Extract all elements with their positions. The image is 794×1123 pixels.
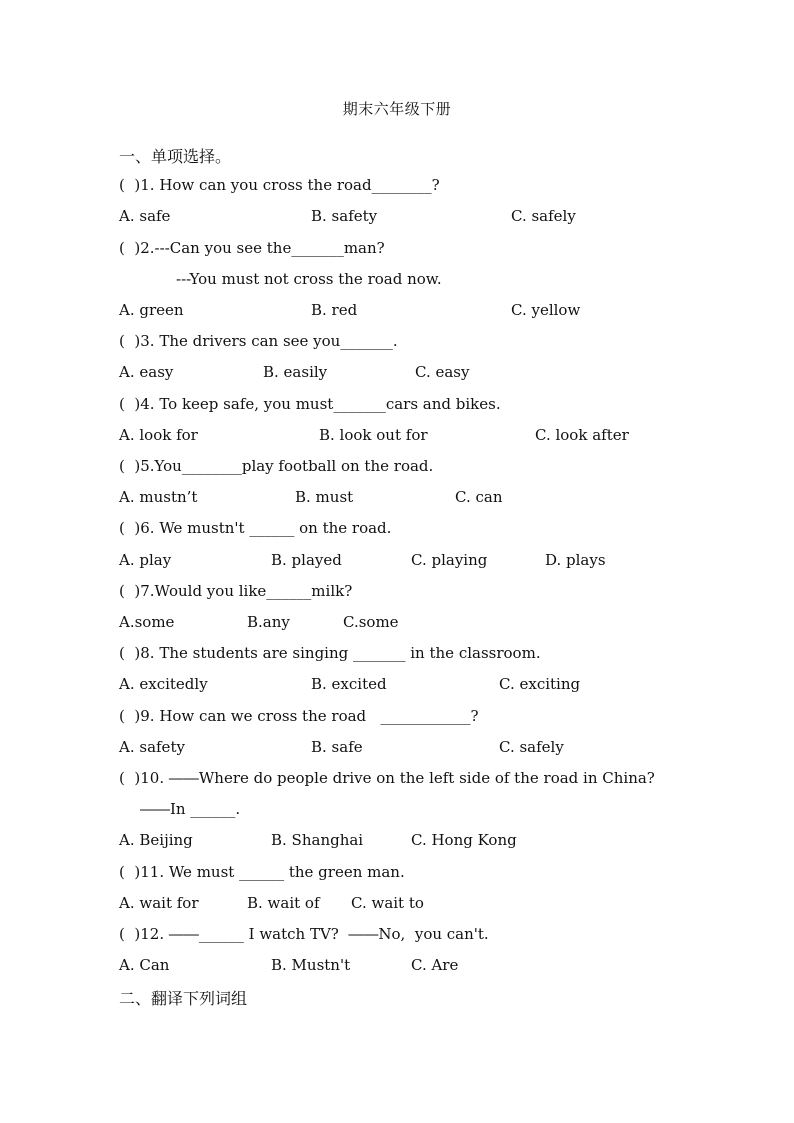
option-c: C. wait to	[351, 894, 424, 912]
option-c: C. Hong Kong	[411, 831, 517, 849]
question-stem: ( )8. The students are singing _______ in the classroom.	[119, 644, 541, 662]
question-stem: ( )5.You________play football on the road.	[119, 457, 434, 475]
section-heading-translation: 二、翻译下列词组	[119, 989, 248, 1008]
option-d: D. plays	[545, 551, 606, 569]
question-stem: ( )1. How can you cross the road________?	[119, 176, 440, 194]
question-stem: ( )7.Would you like______milk?	[119, 582, 353, 600]
option-b: B. safe	[311, 738, 363, 756]
option-b: B. easily	[263, 363, 328, 381]
option-b: B. must	[295, 488, 354, 506]
option-a: A. Can	[119, 956, 170, 974]
option-b: B. Mustn't	[271, 956, 351, 974]
question-stem: ( )10. ――Where do people drive on the left side of the road in China?	[119, 769, 655, 787]
question-stem: ( )4. To keep safe, you must_______cars and bikes.	[119, 395, 501, 413]
option-b: B. safety	[311, 207, 378, 225]
question-stem: ( )12. ――______ I watch TV? ――No, you can't.	[119, 925, 489, 943]
option-a: A. excitedly	[119, 675, 208, 693]
option-c: C. safely	[499, 738, 564, 756]
page-title: 期末六年级下册	[342, 100, 452, 118]
section-heading-single-choice: 一、单项选择。	[119, 147, 232, 166]
option-a: A. safety	[119, 738, 185, 756]
option-a: A. green	[119, 301, 184, 319]
question-stem-continued: ---You must not cross the road now.	[176, 270, 442, 288]
question-stem-continued: ――In ______.	[140, 800, 241, 818]
option-a: A. easy	[119, 363, 174, 381]
question-stem: ( )3. The drivers can see you_______.	[119, 332, 398, 350]
option-a: A. mustn’t	[119, 488, 198, 506]
option-c: C. can	[455, 488, 503, 506]
question-stem: ( )6. We mustn't ______ on the road.	[119, 519, 392, 537]
question-stem: ( )11. We must ______ the green man.	[119, 863, 405, 881]
option-c: C. Are	[411, 956, 459, 974]
option-a: A. Beijing	[119, 831, 193, 849]
option-a: A.some	[119, 613, 175, 631]
option-b: B. look out for	[319, 426, 428, 444]
option-b: B. played	[271, 551, 342, 569]
option-c: C.some	[343, 613, 399, 631]
option-c: C. easy	[415, 363, 470, 381]
option-b: B. wait of	[247, 894, 320, 912]
option-c: C. exciting	[499, 675, 581, 693]
option-b: B.any	[247, 613, 290, 631]
question-stem: ( )2.---Can you see the_______man?	[119, 239, 385, 257]
option-b: B. Shanghai	[271, 831, 364, 849]
option-a: A. look for	[119, 426, 198, 444]
option-b: B. red	[311, 301, 358, 319]
option-c: C. yellow	[511, 301, 581, 319]
option-c: C. playing	[411, 551, 488, 569]
option-c: C. look after	[535, 426, 629, 444]
option-a: A. safe	[119, 207, 171, 225]
option-c: C. safely	[511, 207, 576, 225]
option-b: B. excited	[311, 675, 387, 693]
question-stem: ( )9. How can we cross the road ____________?	[119, 707, 479, 725]
option-a: A. play	[119, 551, 172, 569]
option-a: A. wait for	[119, 894, 199, 912]
